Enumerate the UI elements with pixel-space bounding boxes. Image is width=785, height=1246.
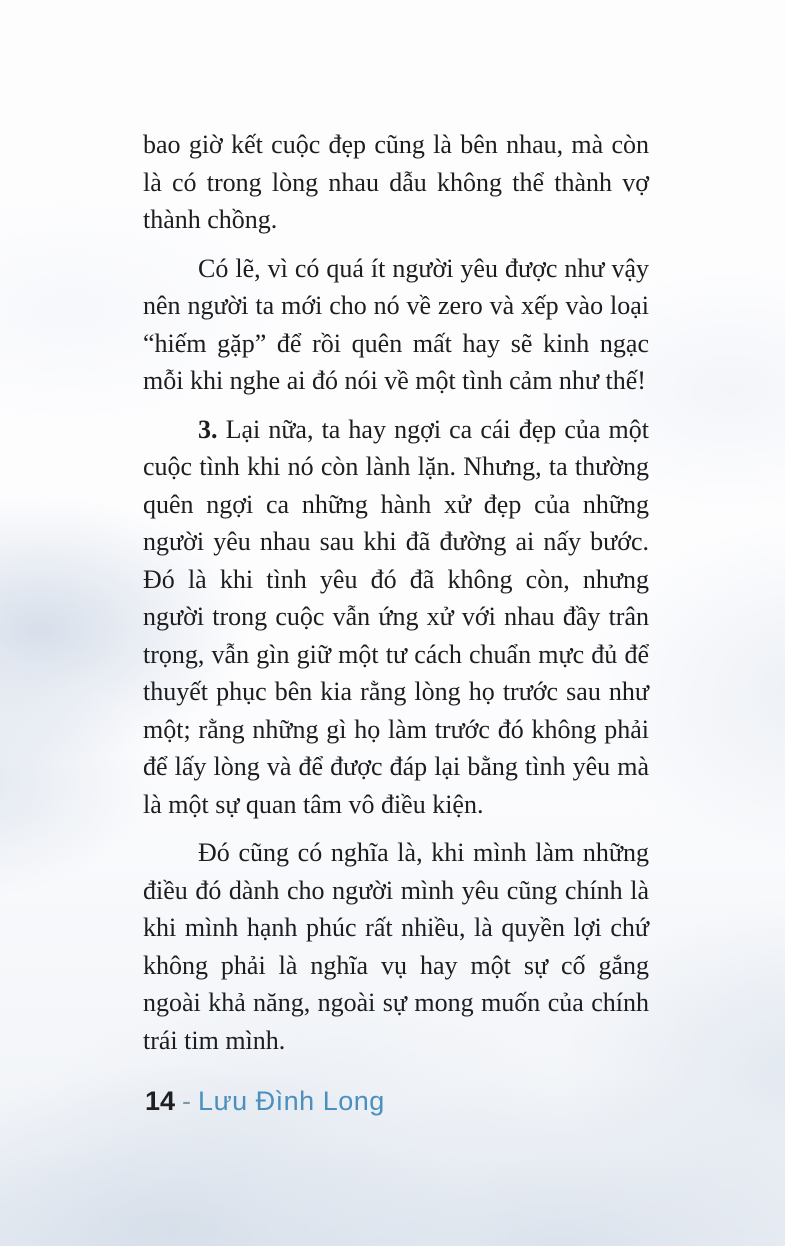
- paragraph-text: Lại nữa, ta hay ngợi ca cái đẹp của một cuộc tình khi nó còn lành lặn. Nhưng, ta thường quên ngợi ca những hành xử đẹp của những người yêu nhau sau khi đã đường ai nấy bước. Đó là khi tình yêu đó đã không còn, nhưng người trong cuộc vẫn ứng xử với nhau đầy trân trọng, vẫn gìn giữ một tư cách chuẩn mực đủ để thuyết phục bên kia rằng lòng họ trước sau như một; rằng những gì họ làm trước đó không phải để lấy lòng và để được đáp lại bằng tình yêu mà là một sự quan tâm vô điều kiện.: [143, 414, 649, 819]
- author-name: Lưu Đình Long: [198, 1086, 385, 1116]
- section-number: 3.: [198, 414, 218, 444]
- paragraph: Có lẽ, vì có quá ít người yêu được như vậy nên người ta mới cho nó về zero và xếp vào loại “hiếm gặp” để rồi quên mất hay sẽ kinh ngạc mỗi khi nghe ai đó nói về một tình cảm như thế!: [143, 253, 649, 395]
- paragraph: Đó cũng có nghĩa là, khi mình làm những điều đó dành cho người mình yêu cũng chính là khi mình hạnh phúc rất nhiều, là quyền lợi chứ không phải là nghĩa vụ hay một sự cố gắng ngoài khả năng, ngoài sự mong muốn của chính trái tim mình.: [143, 838, 649, 1055]
- page-footer: [145, 1086, 385, 1117]
- paragraph: bao giờ kết cuộc đẹp cũng là bên nhau, mà còn là có trong lòng nhau dẫu không thể thành vợ thành chồng.: [143, 130, 649, 234]
- paragraph: [143, 411, 649, 824]
- page-number: 14: [145, 1086, 176, 1116]
- page-text: [143, 126, 649, 1070]
- footer-separator: -: [182, 1086, 192, 1116]
